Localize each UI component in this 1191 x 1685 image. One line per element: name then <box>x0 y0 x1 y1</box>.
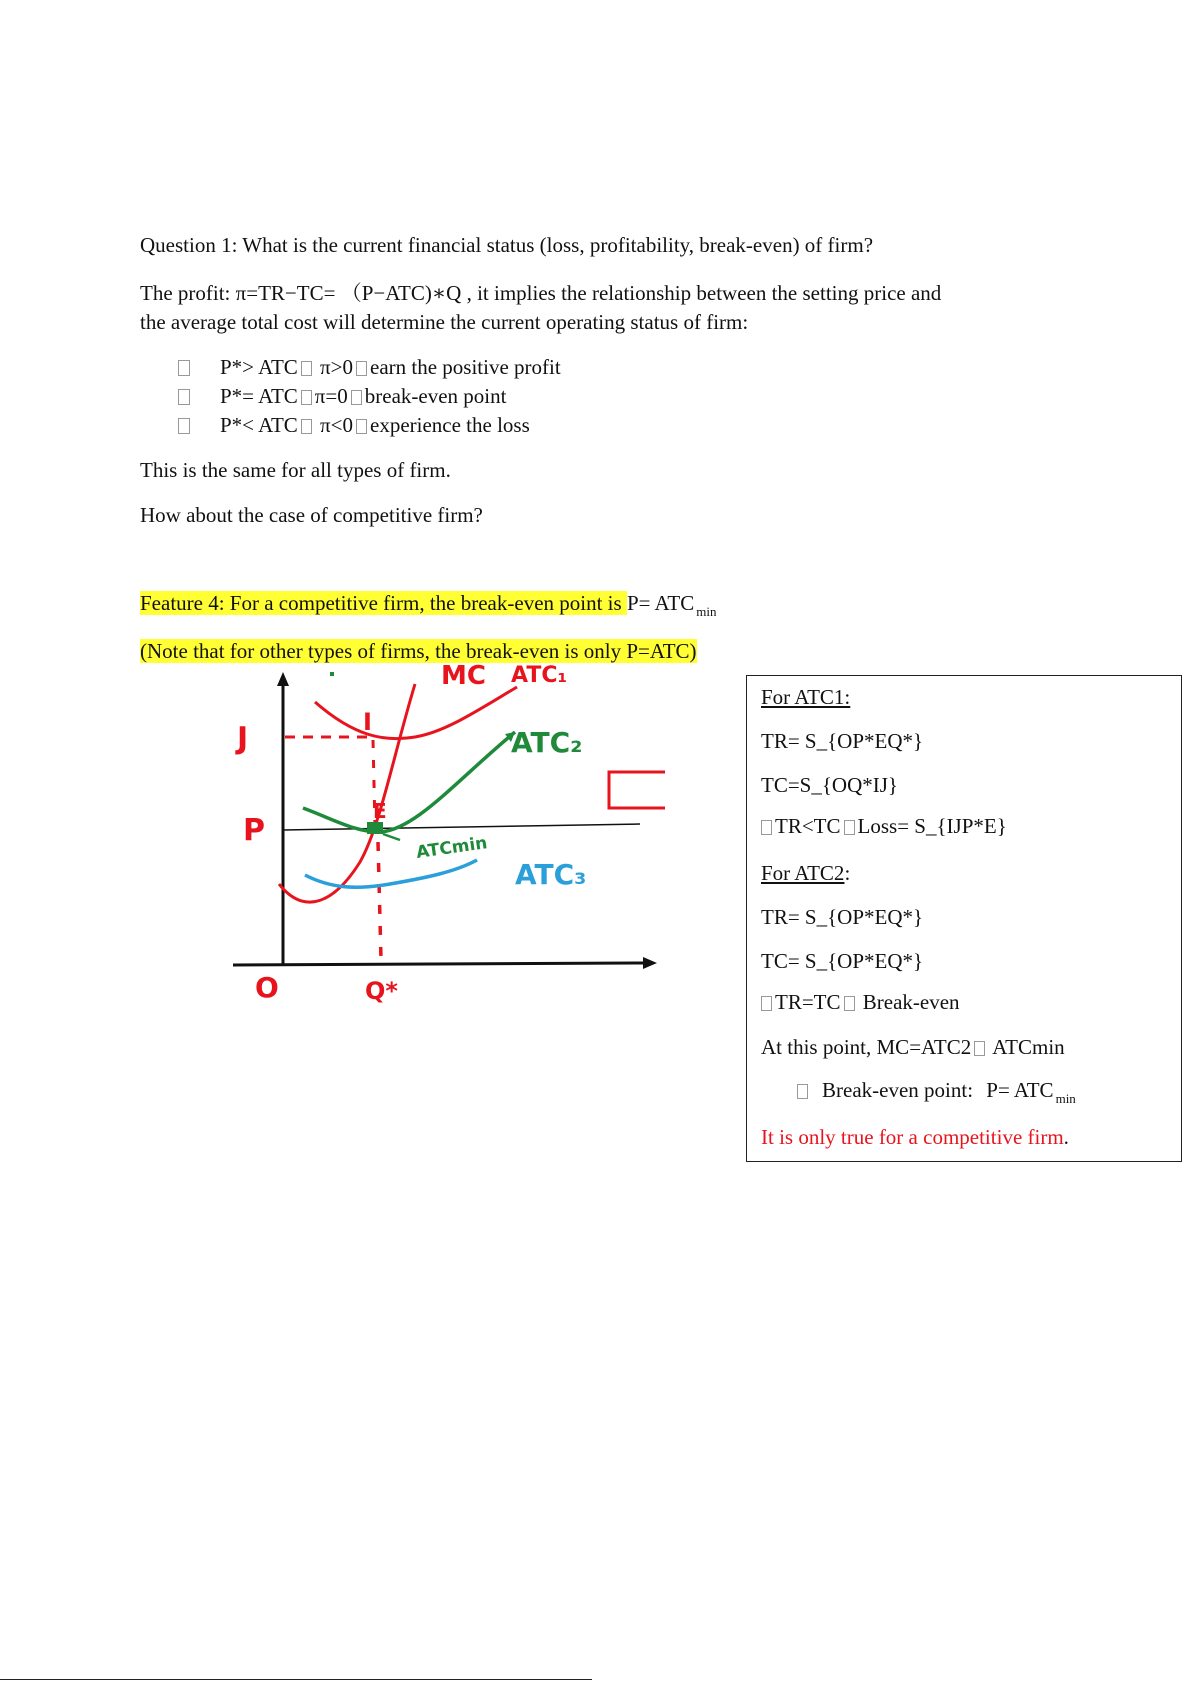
atcmin-label: ATCmin <box>414 833 489 863</box>
atc2-tr: TR= S_{OP*EQ*} <box>761 905 924 929</box>
atcmin-pointer <box>383 834 400 840</box>
atc1-label: ATC₁ <box>511 663 568 688</box>
profit-suffix: , it implies the relationship between the setting price and <box>461 281 942 305</box>
arrow-box-icon <box>351 390 362 405</box>
be-sub: min <box>1055 1091 1076 1106</box>
red-note: It is only true for a competitive firm <box>761 1125 1064 1149</box>
red-box <box>609 772 665 808</box>
q-dashed-line <box>378 842 381 959</box>
profit-prefix: The profit: <box>140 281 231 305</box>
explanation-box <box>746 675 1182 1162</box>
atc2-tc: TC= S_{OP*EQ*} <box>761 949 924 973</box>
be-point <box>797 1078 1076 1105</box>
cost-curves-graph <box>215 662 665 1017</box>
atc2-heading-text: For ATC2 <box>761 861 845 885</box>
note-text: (Note that for other types of firms, the break-even is only P=ATC) <box>140 639 697 663</box>
how-text: How about the case of competitive firm? <box>140 503 483 527</box>
feature-eq: P= ATC <box>626 591 695 615</box>
bullet-text: experience the loss <box>370 413 530 437</box>
bullet-box-icon <box>178 389 190 405</box>
mc-label: MC <box>441 662 486 691</box>
red-note-period: . <box>1063 1125 1069 1149</box>
mc-curve <box>279 684 415 902</box>
bullet-res: π<0 <box>314 413 353 437</box>
atc2-curve <box>303 732 515 832</box>
atc2-break-even <box>761 990 960 1014</box>
feature-text: Feature 4: For a competitive firm, the break-even point is <box>140 591 627 615</box>
arrow-box-icon <box>301 390 312 405</box>
atc1-heading: For ATC1: <box>761 685 851 709</box>
atc2-be-2: Break-even <box>857 990 960 1014</box>
bullet-res: π=0 <box>314 384 348 408</box>
bullet-cond: P*> ATC <box>220 355 298 379</box>
x-axis <box>233 963 647 965</box>
x-axis-arrow-icon <box>643 957 657 969</box>
atc1-loss <box>761 814 1007 838</box>
bullet-loss <box>178 412 530 438</box>
bullet-text: break-even point <box>364 384 507 408</box>
atc1-loss-2: Loss= S_{IJP*E} <box>857 814 1007 838</box>
atc2-point-text: At this point, MC=ATC2 <box>761 1035 972 1059</box>
profit-formula: π=TR−TC= （P−ATC)∗Q <box>235 281 462 305</box>
o-label: O <box>255 971 279 1004</box>
bullet-res: π>0 <box>314 355 353 379</box>
arrow-box-icon <box>797 1084 808 1099</box>
price-line <box>283 824 640 830</box>
atc2-heading <box>761 861 850 885</box>
atc1-tr: TR= S_{OP*EQ*} <box>761 729 924 753</box>
q-label: Q* <box>365 977 398 1005</box>
be-label: Break-even point: <box>822 1078 974 1102</box>
green-dot <box>330 672 334 676</box>
atc2-label: ATC₂ <box>511 726 583 759</box>
question-text: Question 1: What is the current financial status (loss, profitability, break-even) of firm? <box>140 233 874 257</box>
atc2-be-1: TR=TC <box>775 990 841 1014</box>
atc1-loss-1: TR<TC <box>775 814 841 838</box>
profit-line-2: the average total cost will determine the current operating status of firm: <box>140 310 749 334</box>
feature-sub: min <box>696 604 717 619</box>
j-label: J <box>237 721 249 756</box>
i-label: I <box>363 708 372 736</box>
atc1-curve <box>315 687 517 739</box>
arrow-box-icon <box>356 419 367 434</box>
bullet-cond: P*= ATC <box>220 384 298 408</box>
red-note-line <box>761 1125 1069 1149</box>
arrow-box-icon <box>301 419 312 434</box>
p-label: P <box>243 813 265 848</box>
feature-line <box>140 590 716 619</box>
arrow-box-icon <box>844 820 855 835</box>
arrow-box-icon <box>761 820 772 835</box>
atc2-heading-colon: : <box>844 861 851 885</box>
atc2-point <box>761 1035 1065 1059</box>
arrow-box-icon <box>974 1041 985 1056</box>
bullet-break-even <box>178 383 506 409</box>
e-point-mark <box>367 822 383 834</box>
bullet-profit <box>178 354 561 380</box>
profit-line-1 <box>140 280 941 306</box>
be-eq: P= ATC <box>986 1078 1054 1102</box>
arrow-box-icon <box>356 361 367 376</box>
y-axis-arrow-icon <box>277 672 289 686</box>
atc1-tc: TC=S_{OQ*IJ} <box>761 773 899 797</box>
arrow-box-icon <box>844 996 855 1011</box>
atc2-point-min: ATCmin <box>988 1035 1065 1059</box>
bullet-text: earn the positive profit <box>370 355 561 379</box>
arrow-box-icon <box>301 361 312 376</box>
e-label: E <box>373 799 387 823</box>
bullet-box-icon <box>178 360 190 376</box>
footnote-divider <box>0 1679 592 1680</box>
atc3-curve <box>305 860 477 887</box>
bullet-cond: P*< ATC <box>220 413 298 437</box>
bullet-box-icon <box>178 418 190 434</box>
same-text: This is the same for all types of firm. <box>140 458 451 482</box>
note-line <box>140 638 697 664</box>
arrow-box-icon <box>761 996 772 1011</box>
atc3-label: ATC₃ <box>515 858 587 891</box>
